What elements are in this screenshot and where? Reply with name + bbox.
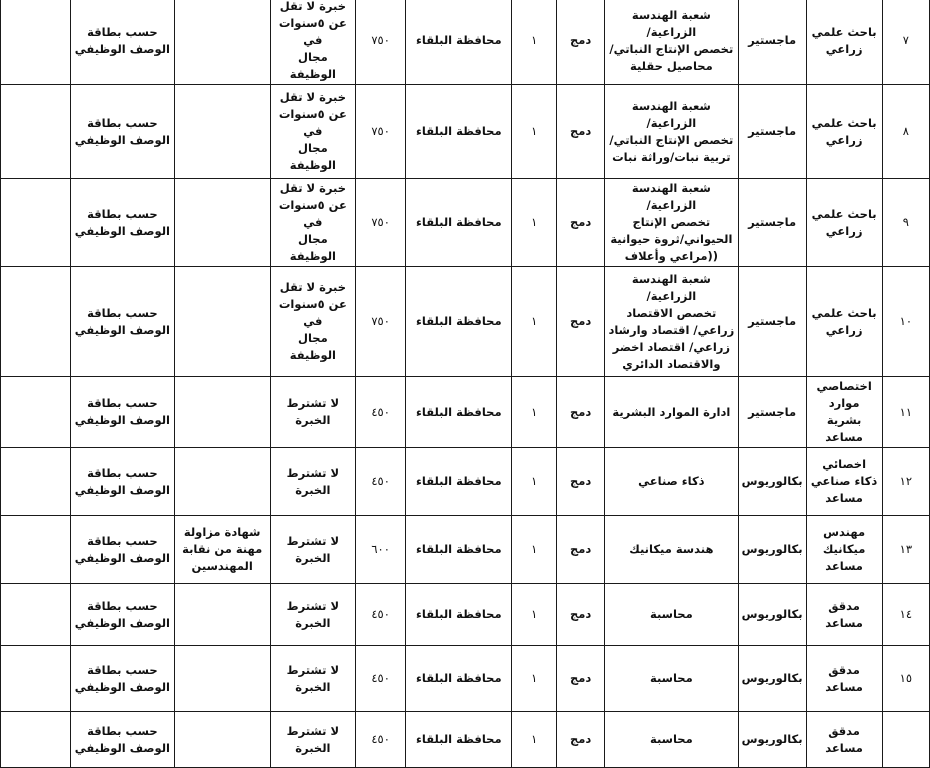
row-number-cell: ١١ [882,377,929,448]
location-cell: محافظة البلقاء [406,712,512,768]
job-title-cell: اخصائي ذكاء صناعي مساعد [806,448,882,516]
notes-cell: حسب بطاقة الوصف الوظيفي [71,646,174,712]
type-cell: دمج [557,516,605,584]
other-requirements-cell [174,646,270,712]
empty-cell [1,267,71,377]
specialization-cell: محاسبة [605,712,739,768]
row-number-cell: ٩ [882,179,929,267]
row-number-cell: ٨ [882,85,929,179]
other-requirements-cell [174,267,270,377]
degree-cell: بكالوريوس [738,584,806,646]
type-cell: دمج [557,267,605,377]
salary-cell: ٤٥٠ [355,377,405,448]
salary-cell: ٧٥٠ [355,267,405,377]
table-row [1,516,930,584]
salary-cell: ٧٥٠ [355,0,405,85]
count-cell: ١ [512,85,557,179]
degree-cell: ماجستير [738,85,806,179]
degree-cell: ماجستير [738,179,806,267]
notes-cell: حسب بطاقة الوصف الوظيفي [71,85,174,179]
count-cell: ١ [512,584,557,646]
other-requirements-cell [174,0,270,85]
notes-cell: حسب بطاقة الوصف الوظيفي [71,377,174,448]
degree-cell: ماجستير [738,0,806,85]
count-cell: ١ [512,646,557,712]
job-title-cell: باحث علمي زراعي [806,0,882,85]
location-cell: محافظة البلقاء [406,646,512,712]
type-cell: دمج [557,448,605,516]
empty-cell [1,584,71,646]
salary-cell: ٤٥٠ [355,646,405,712]
specialization-cell: شعبة الهندسة الزراعية/ تخصص الاقتصاد زراعي/ اقتصاد وارشاد زراعي/ اقتصاد اخضر والاقتصاد الدائري [605,267,739,377]
location-cell: محافظة البلقاء [406,179,512,267]
job-title-cell: مدقق مساعد [806,646,882,712]
table-row [1,267,930,377]
count-cell: ١ [512,712,557,768]
salary-cell: ٤٥٠ [355,584,405,646]
salary-cell: ٧٥٠ [355,85,405,179]
type-cell: دمج [557,0,605,85]
type-cell: دمج [557,584,605,646]
specialization-cell: محاسبة [605,646,739,712]
empty-cell [1,85,71,179]
experience-cell: خبرة لا تقل عن ٥سنوات في مجال الوظيفة [270,0,355,85]
location-cell: محافظة البلقاء [406,267,512,377]
specialization-cell: شعبة الهندسة الزراعية/ تخصص الإنتاج النباتي/ محاصيل حقلية [605,0,739,85]
notes-cell: حسب بطاقة الوصف الوظيفي [71,712,174,768]
table-row [1,712,930,768]
table-row [1,448,930,516]
row-number-cell: ١٣ [882,516,929,584]
count-cell: ١ [512,179,557,267]
empty-cell [1,377,71,448]
experience-cell: لا تشترط الخبرة [270,377,355,448]
degree-cell: بكالوريوس [738,646,806,712]
empty-cell [1,448,71,516]
empty-cell [1,0,71,85]
job-title-cell: مهندس ميكانيك مساعد [806,516,882,584]
other-requirements-cell [174,85,270,179]
location-cell: محافظة البلقاء [406,85,512,179]
table-row [1,377,930,448]
location-cell: محافظة البلقاء [406,584,512,646]
other-requirements-cell [174,584,270,646]
empty-cell [1,646,71,712]
salary-cell: ٦٠٠ [355,516,405,584]
other-requirements-cell [174,448,270,516]
experience-cell: لا تشترط الخبرة [270,712,355,768]
specialization-cell: محاسبة [605,584,739,646]
table-row [1,0,930,85]
experience-cell: لا تشترط الخبرة [270,646,355,712]
specialization-cell: شعبة الهندسة الزراعية/ تخصص الإنتاج النباتي/ تربية نبات/وراثة نبات [605,85,739,179]
job-title-cell: باحث علمي زراعي [806,179,882,267]
count-cell: ١ [512,0,557,85]
location-cell: محافظة البلقاء [406,377,512,448]
job-title-cell: باحث علمي زراعي [806,267,882,377]
location-cell: محافظة البلقاء [406,448,512,516]
empty-cell [1,516,71,584]
table-row [1,85,930,179]
experience-cell: خبرة لا تقل عن ٥سنوات في مجال الوظيفة [270,267,355,377]
count-cell: ١ [512,267,557,377]
type-cell: دمج [557,179,605,267]
count-cell: ١ [512,377,557,448]
row-number-cell: ١٥ [882,646,929,712]
row-number-cell: ٧ [882,0,929,85]
table-row [1,646,930,712]
job-title-cell: مدقق مساعد [806,584,882,646]
other-requirements-cell [174,712,270,768]
experience-cell: خبرة لا تقل عن ٥سنوات في مجال الوظيفة [270,179,355,267]
salary-cell: ٤٥٠ [355,712,405,768]
specialization-cell: ذكاء صناعي [605,448,739,516]
table-row [1,584,930,646]
notes-cell: حسب بطاقة الوصف الوظيفي [71,267,174,377]
count-cell: ١ [512,516,557,584]
notes-cell: حسب بطاقة الوصف الوظيفي [71,179,174,267]
job-title-cell: باحث علمي زراعي [806,85,882,179]
notes-cell: حسب بطاقة الوصف الوظيفي [71,0,174,85]
row-number-cell: ١٤ [882,584,929,646]
degree-cell: بكالوريوس [738,448,806,516]
notes-cell: حسب بطاقة الوصف الوظيفي [71,448,174,516]
degree-cell: ماجستير [738,267,806,377]
row-number-cell [882,712,929,768]
salary-cell: ٧٥٠ [355,179,405,267]
notes-cell: حسب بطاقة الوصف الوظيفي [71,516,174,584]
type-cell: دمج [557,377,605,448]
table-row [1,179,930,267]
degree-cell: بكالوريوس [738,516,806,584]
job-title-cell: مدقق مساعد [806,712,882,768]
experience-cell: لا تشترط الخبرة [270,584,355,646]
notes-cell: حسب بطاقة الوصف الوظيفي [71,584,174,646]
degree-cell: ماجستير [738,377,806,448]
empty-cell [1,179,71,267]
count-cell: ١ [512,448,557,516]
location-cell: محافظة البلقاء [406,516,512,584]
experience-cell: لا تشترط الخبرة [270,516,355,584]
row-number-cell: ١٠ [882,267,929,377]
experience-cell: خبرة لا تقل عن ٥سنوات في مجال الوظيفة [270,85,355,179]
degree-cell: بكالوريوس [738,712,806,768]
table-body [1,0,930,768]
type-cell: دمج [557,85,605,179]
specialization-cell: ادارة الموارد البشرية [605,377,739,448]
other-requirements-cell [174,377,270,448]
other-requirements-cell [174,179,270,267]
other-requirements-cell: شهادة مزاولة مهنة من نقابة المهندسين [174,516,270,584]
type-cell: دمج [557,712,605,768]
salary-cell: ٤٥٠ [355,448,405,516]
specialization-cell: هندسة ميكانيك [605,516,739,584]
experience-cell: لا تشترط الخبرة [270,448,355,516]
job-title-cell: اختصاصي موارد بشرية مساعد [806,377,882,448]
location-cell: محافظة البلقاء [406,0,512,85]
row-number-cell: ١٢ [882,448,929,516]
specialization-cell: شعبة الهندسة الزراعية/ تخصص الإنتاج الحيواني/ثروة حيوانية ((مراعي وأعلاف [605,179,739,267]
type-cell: دمج [557,646,605,712]
empty-cell [1,712,71,768]
